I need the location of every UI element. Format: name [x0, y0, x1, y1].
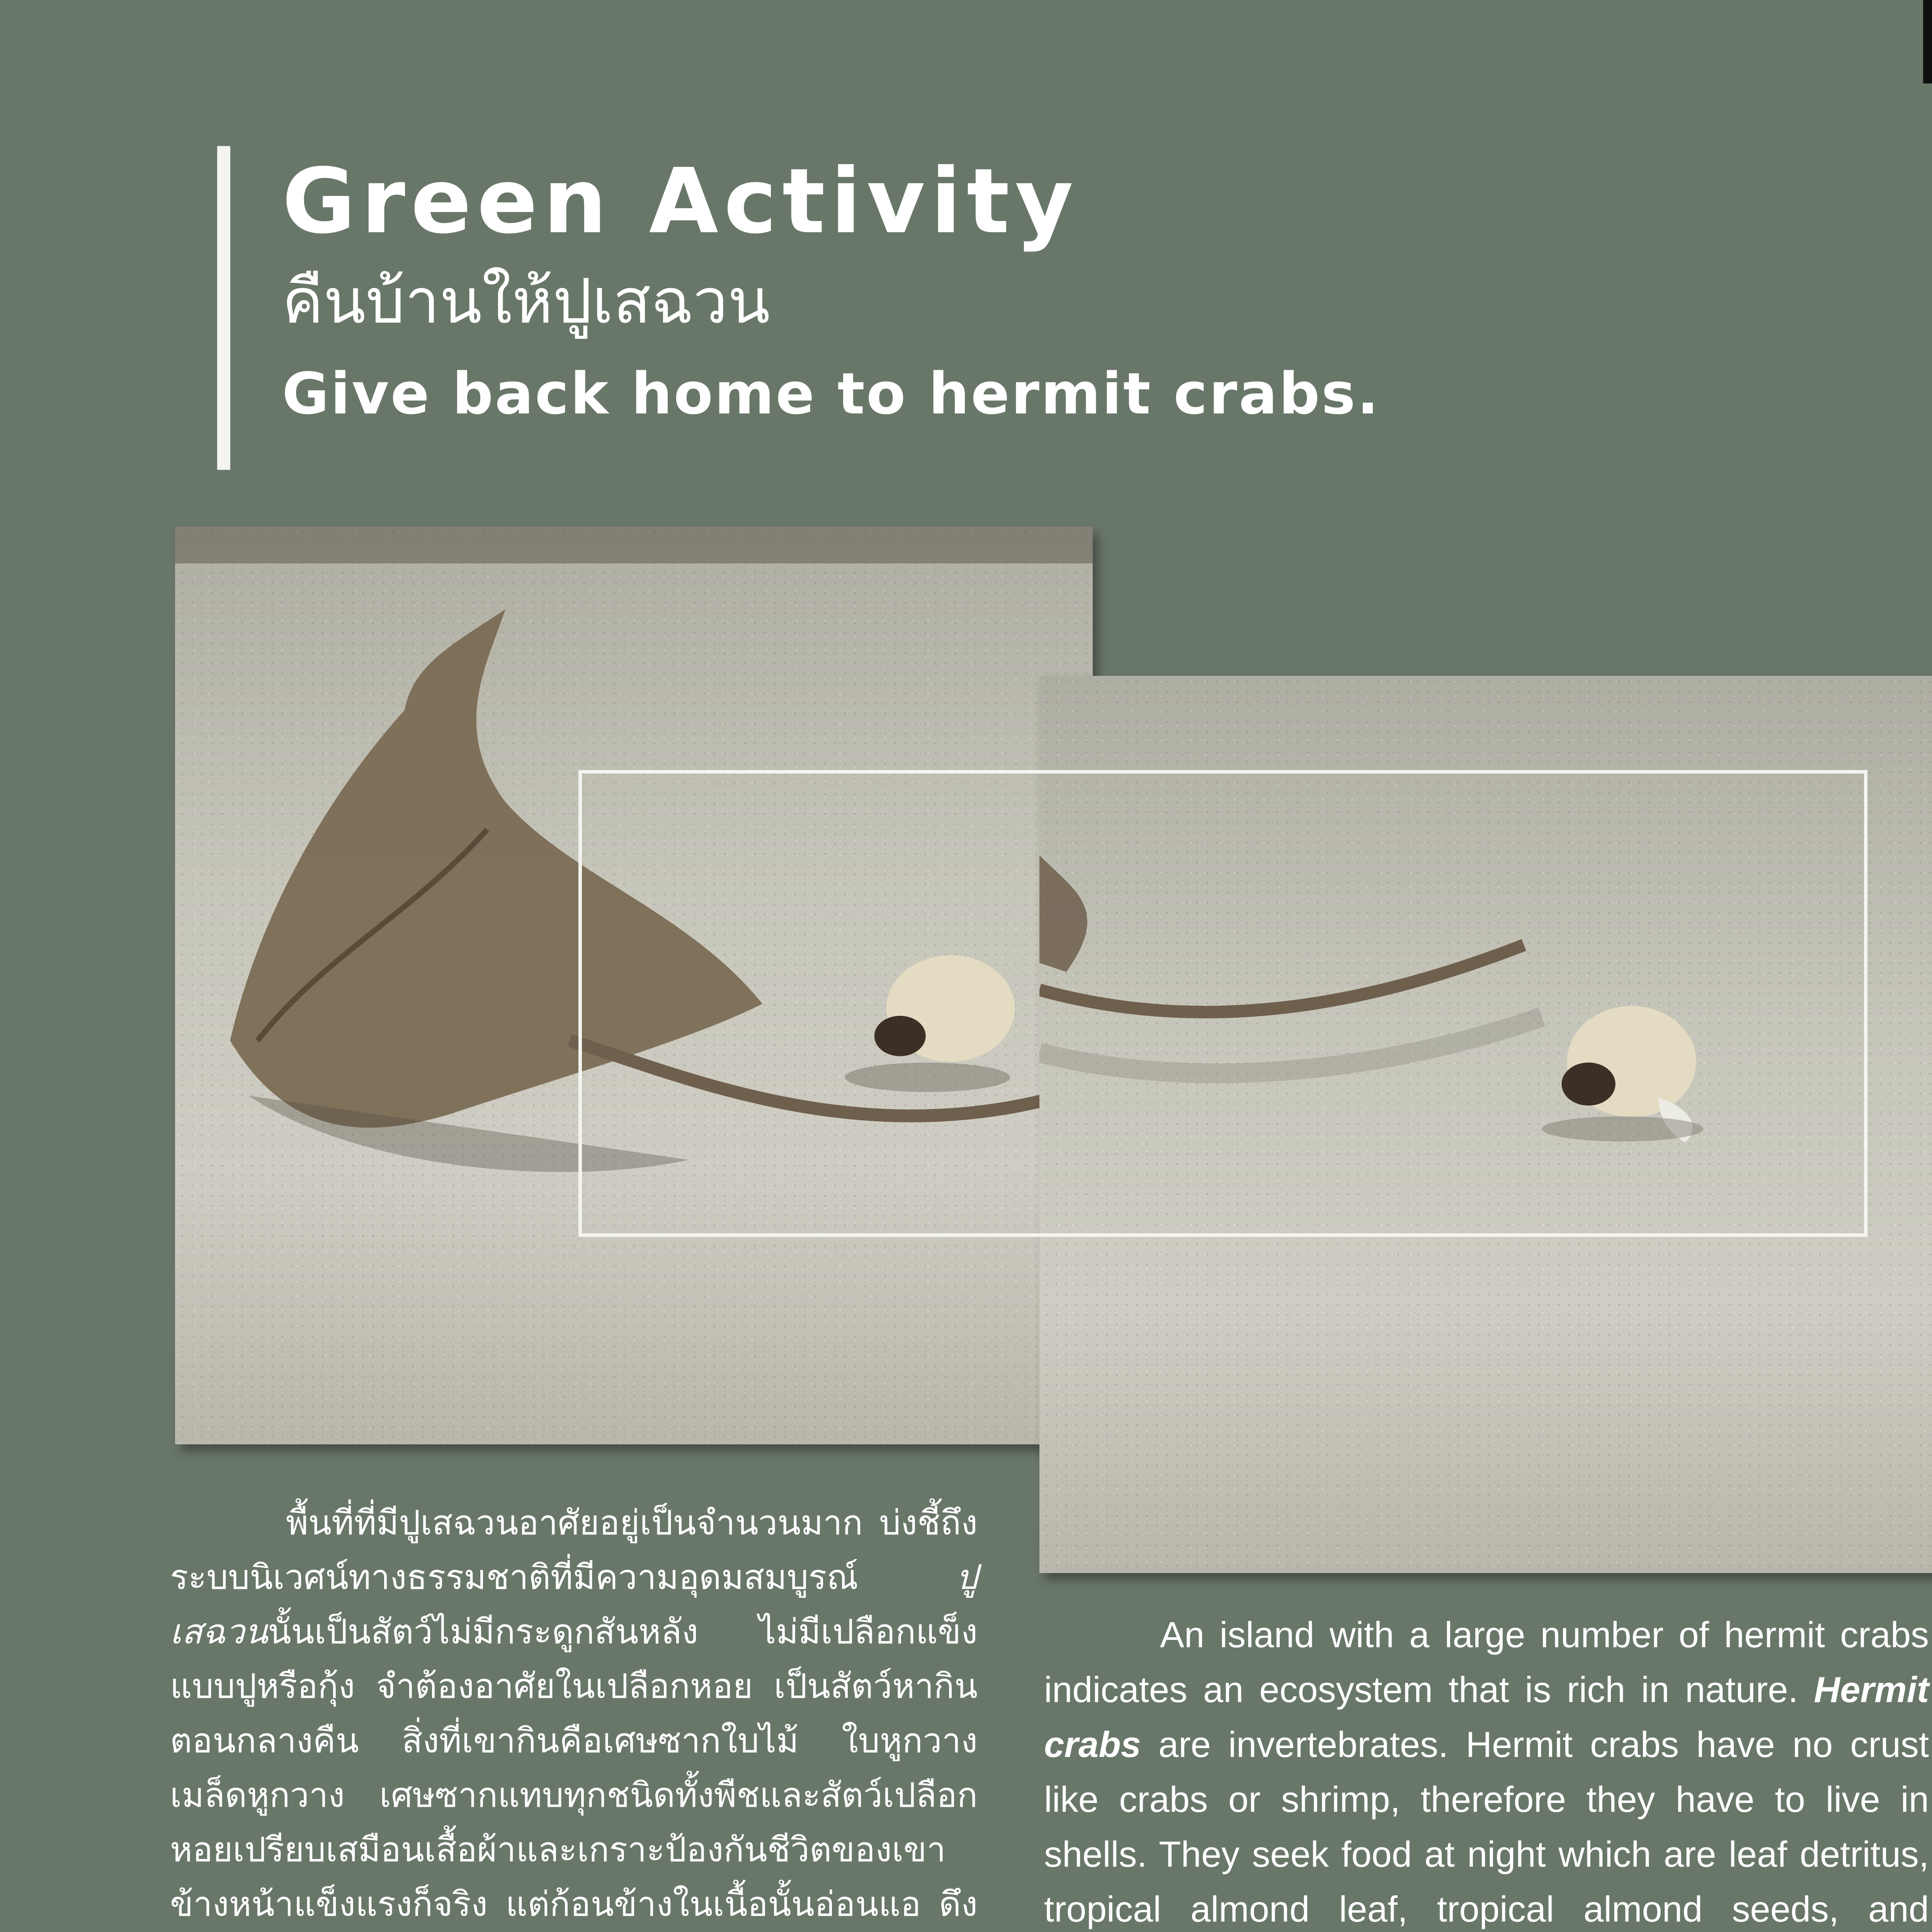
page-number: [1923, 0, 1932, 83]
page-title: Green Activity: [282, 149, 1079, 253]
photo-highlight-frame: [578, 770, 1867, 1237]
thai-subtitle: คืนบ้านให้ปูเสฉวน: [282, 265, 770, 337]
thai-article-text: [170, 1495, 978, 1932]
english-text-segment: An island with a large number of hermit crabs indicates an ecosystem that is rich in nature.: [1044, 1614, 1929, 1710]
title-accent-bar: [217, 146, 230, 470]
thai-text-segment: พื้นที่ที่มีปูเสฉวนอาศัยอยู่เป็นจำนวนมาก บ่งชี้ถึงระบบนิเวศน์ทางธรรมชาติที่มีความอุดมสมบูรณ์: [170, 1503, 978, 1597]
english-article-text: [1044, 1607, 1929, 1932]
thai-text-segment: นั้นเป็นสัตว์ไม่มีกระดูกสันหลัง ไม่มีเปลือกแข็งแบบปูหรือกุ้ง จำต้องอาศัยในเปลือกหอย เป็นสัตว์หากินตอนกลางคืน สิ่งที่เขากินคือเศษซากใบไม้ ใบหูกวาง เมล็ดหูกวาง เศษซากแทบทุกชนิดทั้งพืชและสัตว์เปลือกหอยเปรียบเสมือนเสื้อผ้าและเกราะป้องกันชีวิตของเขาข้างหน้าแข็งแรงก็จริง แต่ก้อนข้างในเนื้อนั้นอ่อนแอ ดึง: [170, 1612, 978, 1924]
thai-paragraph-1: [170, 1495, 978, 1932]
english-subtitle: Give back home to hermit crabs.: [282, 361, 1380, 427]
english-italic-term: Hermit crabs: [1044, 1669, 1929, 1765]
english-paragraph: [1044, 1607, 1929, 1932]
english-text-segment: are invertebrates. Hermit crabs have no crust like crabs or shrimp, therefore they have to live in shells. They seek food at night which are leaf detritus, tropical almond leaf, tropical almond seeds, and: [1044, 1724, 1929, 1929]
thai-italic-term: ปูเสฉวน: [170, 1557, 978, 1651]
